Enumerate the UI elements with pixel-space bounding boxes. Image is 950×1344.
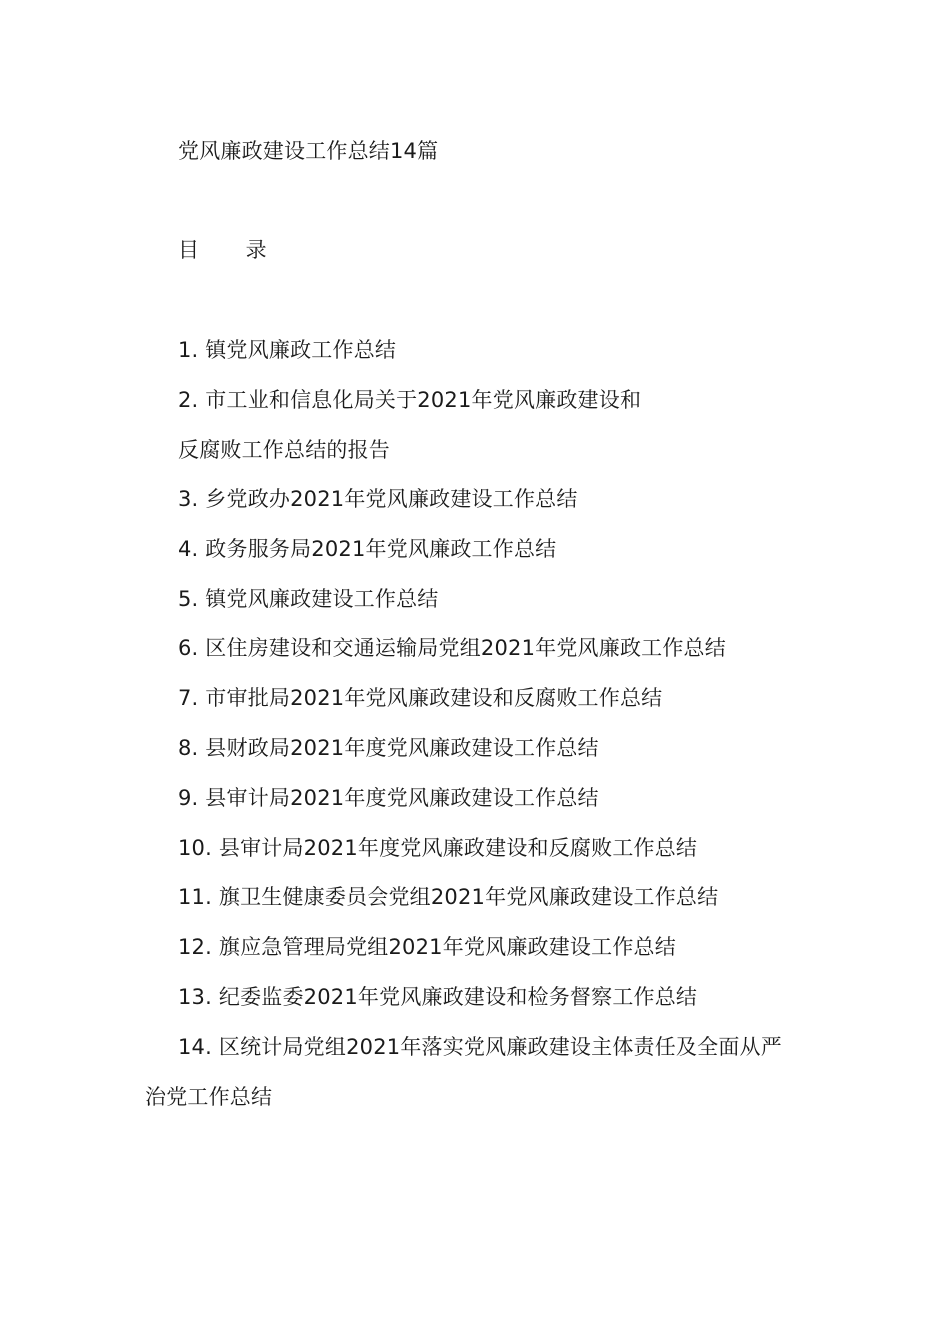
toc-item-4: 4. 政务服务局2021年党风廉政工作总结 (178, 537, 557, 561)
toc-heading: 目 录 (178, 238, 287, 262)
toc-item-7: 7. 市审批局2021年党风廉政建设和反腐败工作总结 (178, 686, 663, 710)
toc-item-9: 9. 县审计局2021年度党风廉政建设工作总结 (178, 786, 599, 810)
document-title: 党风廉政建设工作总结14篇 (178, 139, 439, 163)
toc-item-11: 11. 旗卫生健康委员会党组2021年党风廉政建设工作总结 (178, 885, 719, 909)
toc-item-2: 2. 市工业和信息化局关于2021年党风廉政建设和 (178, 388, 642, 412)
toc-item-5: 5. 镇党风廉政建设工作总结 (178, 587, 439, 611)
toc-item-6: 6. 区住房建设和交通运输局党组2021年党风廉政工作总结 (178, 636, 726, 660)
toc-item-1: 1. 镇党风廉政工作总结 (178, 338, 397, 362)
toc-item-12: 12. 旗应急管理局党组2021年党风廉政建设工作总结 (178, 935, 676, 959)
toc-item-10: 10. 县审计局2021年度党风廉政建设和反腐败工作总结 (178, 836, 698, 860)
toc-item-13: 13. 纪委监委2021年党风廉政建设和检务督察工作总结 (178, 985, 698, 1009)
toc-item-8: 8. 县财政局2021年度党风廉政建设工作总结 (178, 736, 599, 760)
toc-item-3: 3. 乡党政办2021年党风廉政建设工作总结 (178, 487, 578, 511)
toc-item-14-continued: 治党工作总结 (145, 1085, 273, 1109)
toc-item-14: 14. 区统计局党组2021年落实党风廉政建设主体责任及全面从严 (178, 1035, 782, 1059)
toc-item-2-continued: 反腐败工作总结的报告 (178, 438, 390, 462)
